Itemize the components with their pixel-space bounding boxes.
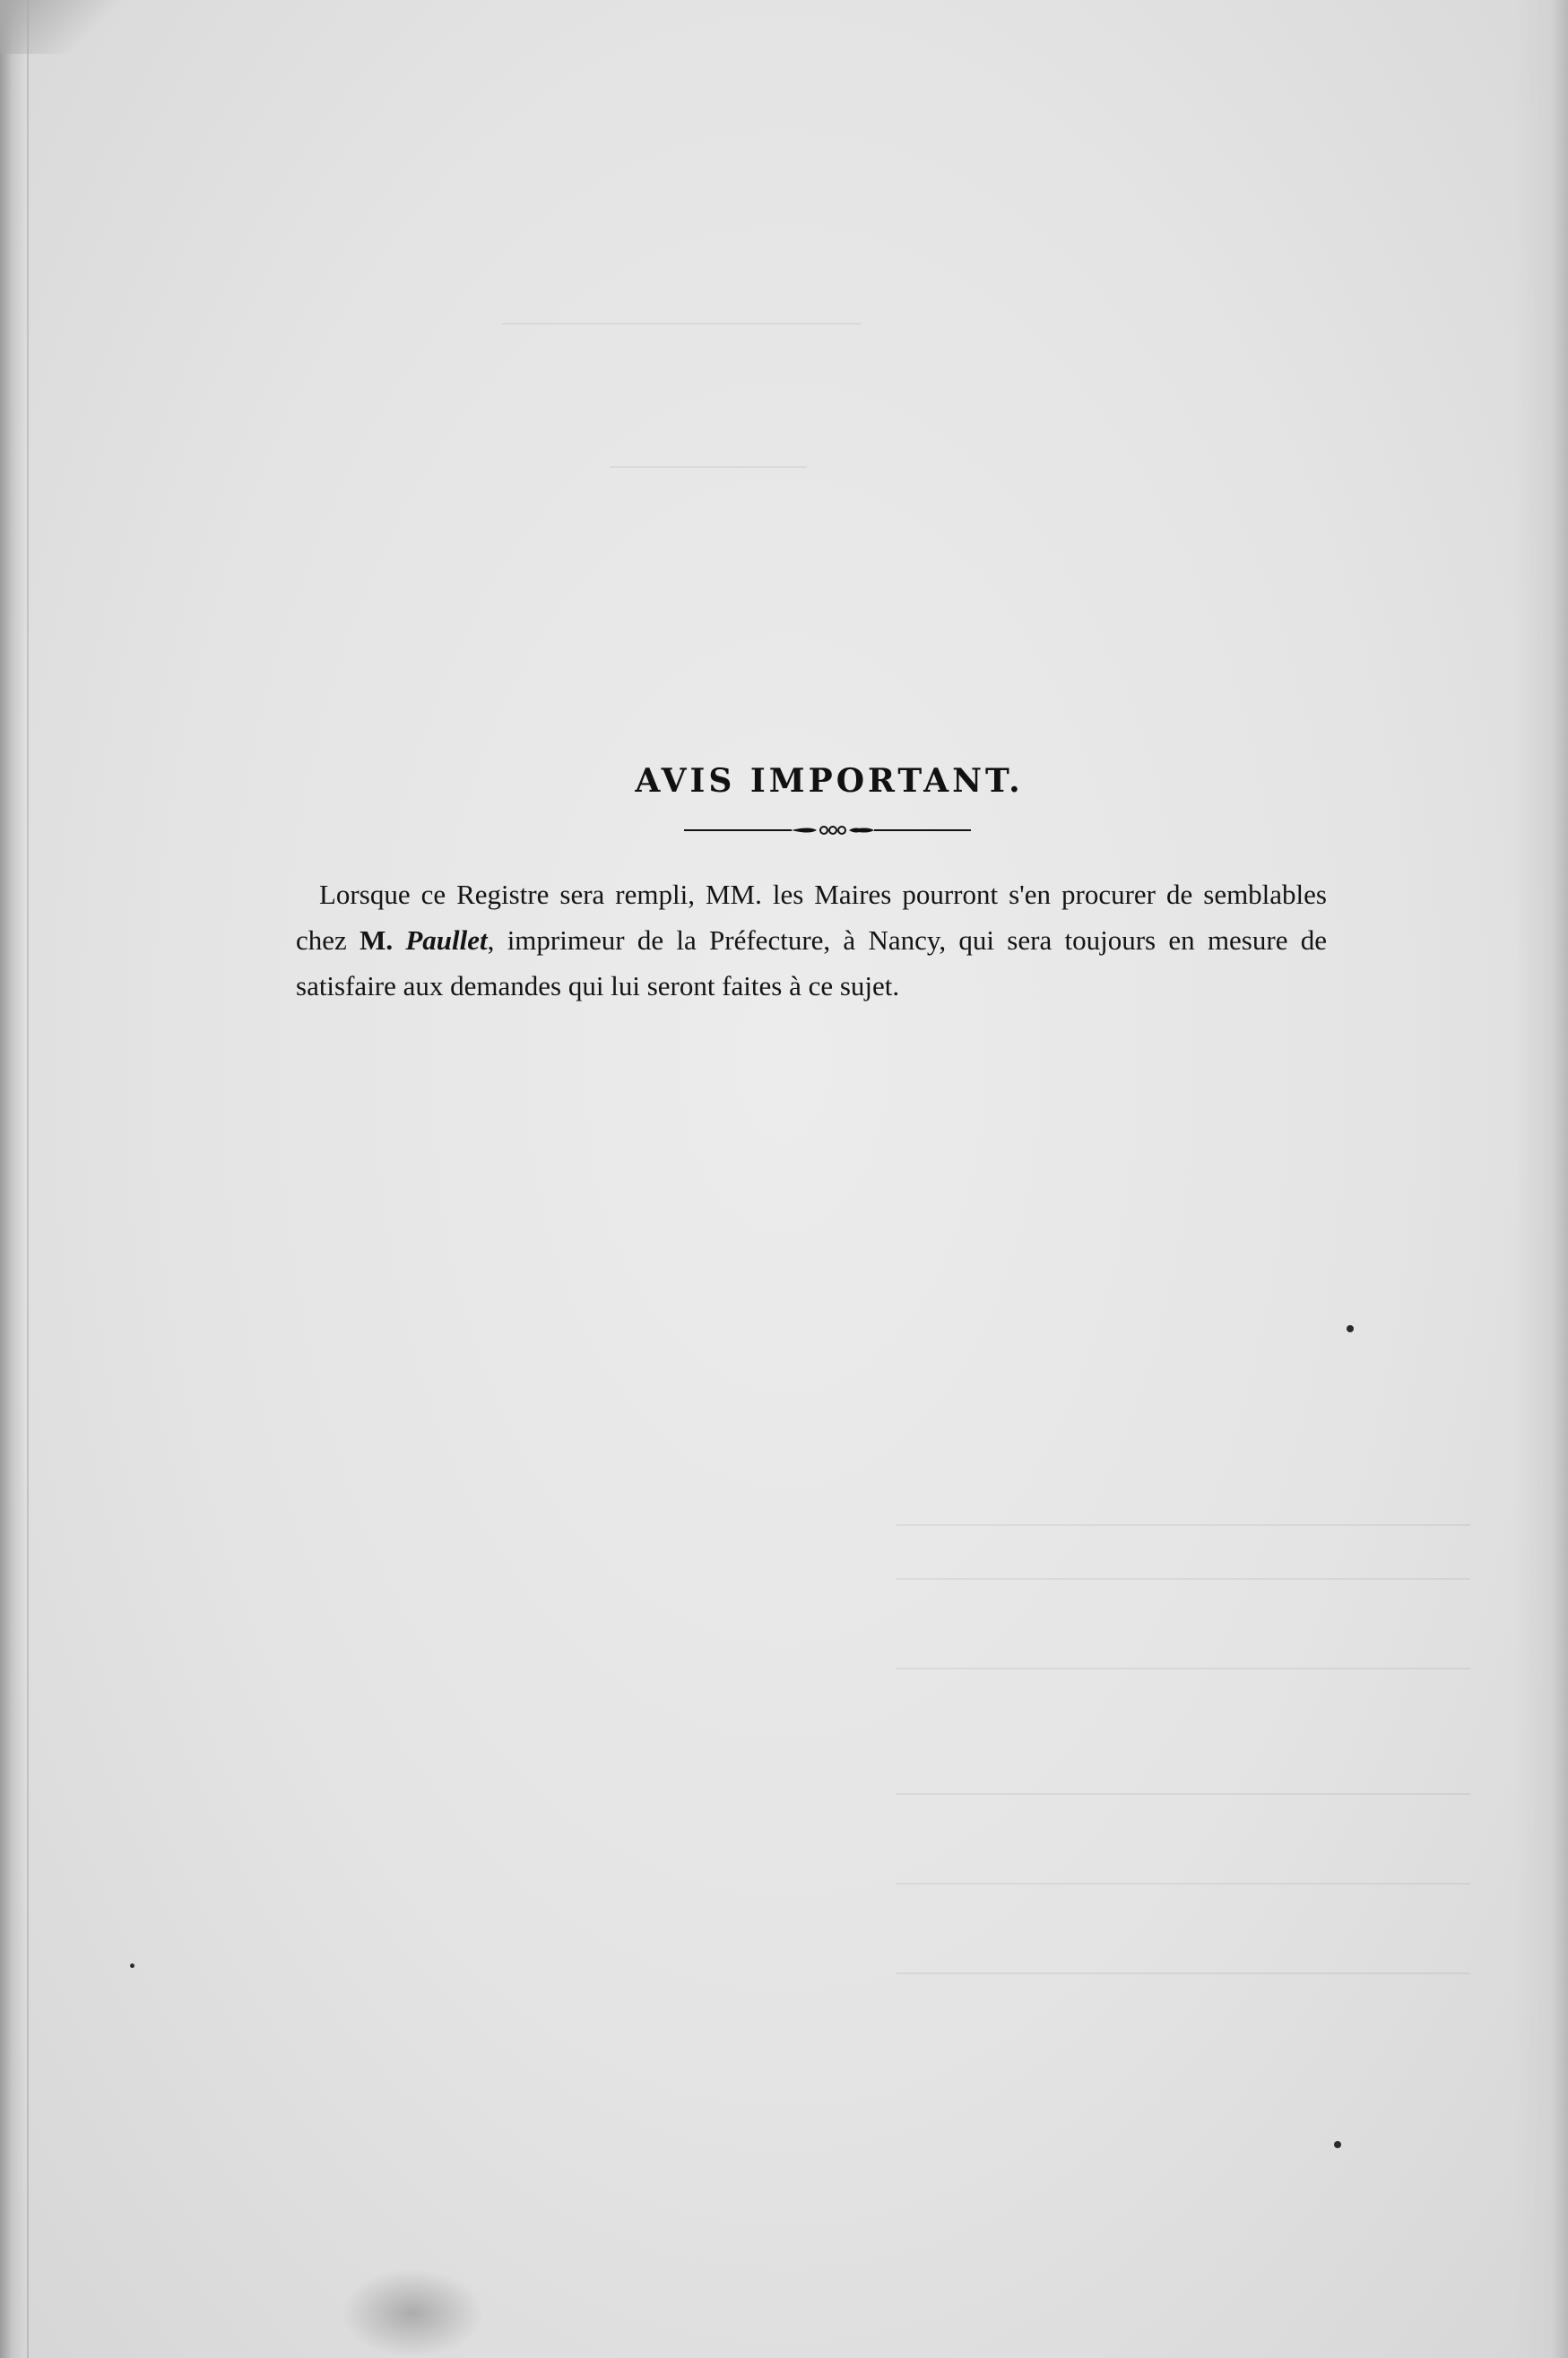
page-stain [341, 2268, 484, 2358]
page-crease [27, 0, 29, 2358]
bleed-rule [897, 1883, 1470, 1885]
page-corner-shadow [0, 0, 126, 54]
important-notice [296, 762, 1327, 1009]
bleed-rule [897, 1524, 1470, 1526]
notice-text-part2: , imprimeur de la Préfecture, à Nancy, qui sera toujours en mesure de satisfaire aux demandes qui lui seront faites à ce sujet. [296, 924, 1328, 1001]
ink-speck [1334, 2141, 1341, 2148]
bleed-rule [897, 1668, 1470, 1669]
printer-name [360, 924, 488, 956]
notice-text-part1: Lorsque ce Registre sera rempli, MM. les Maires pourront s'en procurer de semblables chez [296, 879, 1327, 956]
bleed-rule [502, 323, 861, 325]
notice-title: AVIS IMPORTANT. [635, 762, 1024, 800]
ink-speck [130, 1964, 134, 1968]
bleed-rule [897, 1793, 1470, 1795]
bleed-rule [610, 466, 807, 468]
ink-speck [1347, 1325, 1354, 1332]
bleed-rule [897, 1972, 1470, 1974]
ornament-divider-icon [684, 823, 971, 837]
notice-paragraph [296, 871, 1327, 1009]
page-shadow-left [0, 0, 25, 2358]
page-shadow-right [1514, 0, 1568, 2358]
printer-name-prefix: M. [360, 924, 406, 956]
printer-name-italic: Paullet [405, 924, 488, 956]
bleed-rule [897, 1578, 1470, 1580]
